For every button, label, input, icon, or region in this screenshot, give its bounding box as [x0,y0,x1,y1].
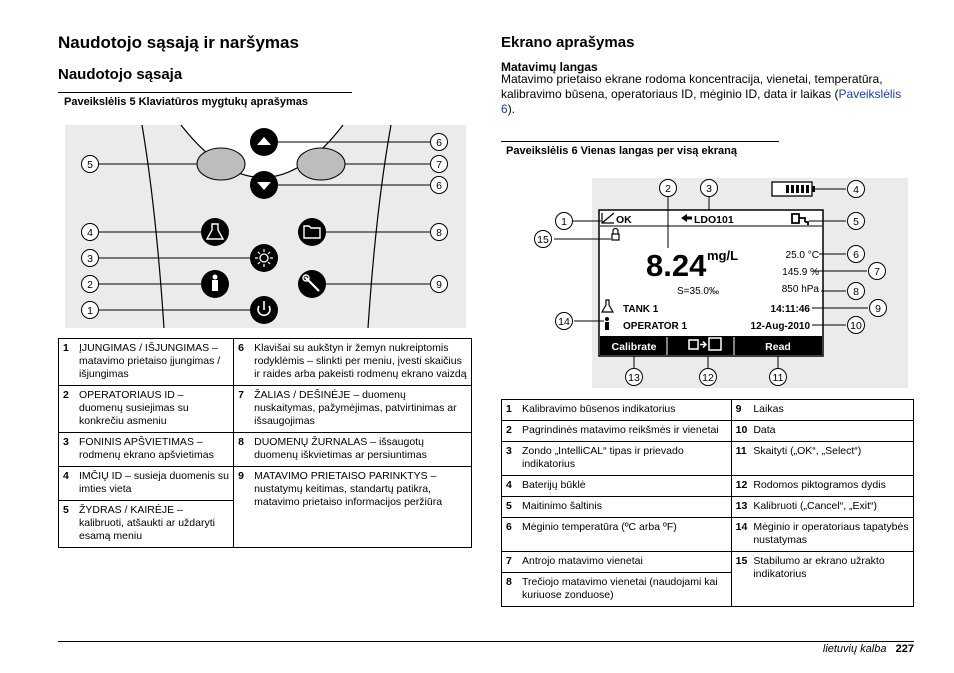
legend-text: OPERATORIAUS ID – duomenų susiejimas su konkrečiu asmeniu [75,386,234,433]
legend-text: MATAVIMO PRIETAISO PARINKTYS – nustatymų keitimas, standartų patikra, matavimo prietaiso informacijos peržiūra [250,467,471,548]
pressure-percent: 145.9 % [782,267,819,278]
callout-number: 2 [87,278,93,291]
person-small-icon [605,317,609,321]
callout-number: 6 [436,179,442,192]
callout-number: 15 [537,233,549,246]
screen-figure [501,170,913,392]
callout-number: 5 [87,158,93,171]
callout-number: 8 [436,226,442,239]
figure-5-caption: Paveikslėlis 5 Klaviatūros mygtukų aprašymas [64,96,308,108]
legend-number: 3 [502,442,519,476]
legend-text: FONINIS APŠVIETIMAS – rodmenų ekrano apšvietimas [75,433,234,467]
table-row [59,339,472,386]
legend-text: Kalibruoti („Cancel“, „Exit“) [749,497,913,518]
legend-text: Data [749,421,913,442]
legend-number: 3 [59,433,76,467]
legend-text: Laikas [749,400,913,421]
table-row [59,467,472,501]
right-section-title: Ekrano aprašymas [501,34,635,51]
table-row [59,433,472,467]
date: 12-Aug-2010 [750,321,810,332]
legend-text: Trečiojo matavimo vienetai (naudojami kai kuriuose zonduose) [518,573,731,607]
callout-number: 13 [628,371,640,384]
legend-number: 11 [731,442,749,476]
callout-number: 11 [772,371,784,384]
figure-6-link[interactable]: Paveikslėlis 6 [501,87,902,116]
callout-number: 5 [853,215,859,228]
person-icon [213,275,218,280]
legend-text: ŽYDRAS / KAIRĖJE – kalibruoti, atšaukti ar uždaryti esamą meniu [75,501,234,548]
callout-number: 8 [853,285,859,298]
legend-number: 8 [234,433,251,467]
legend-number: 6 [234,339,251,386]
legend-text: Zondo „IntelliCAL“ tipas ir prievado indikatorius [518,442,731,476]
time: 14:11:46 [770,304,810,315]
sample-id-key [201,218,229,246]
callout-number: 1 [561,215,567,228]
legend-number: 1 [59,339,76,386]
callout-number: 3 [706,182,712,195]
callout-number: 7 [874,265,880,278]
legend-number: 10 [731,421,749,442]
callout-number: 14 [558,315,570,328]
table-row [502,518,914,552]
legend-number: 7 [234,386,251,433]
pressure: 850 hPa [781,284,819,295]
callout-number: 1 [87,304,93,317]
table-row [502,552,914,573]
legend-number: 13 [731,497,749,518]
subheading: Matavimų langas [501,60,598,74]
main-value: 8.24 [646,248,707,283]
callout-number: 6 [436,136,442,149]
screen-legend-table [501,399,914,607]
table-row [502,497,914,518]
legend-number: 4 [59,467,76,501]
legend-text: Klavišai su aukštyn ir žemyn nukreiptomis rodyklėmis – slinkti per meniu, įvesti skaičius ir raides arba pakeisti rodmenų ekrano vaizdą [250,339,471,386]
legend-text: Pagrindinės matavimo reikšmės ir vienetai [518,421,731,442]
legend-number: 2 [502,421,519,442]
legend-text: Kalibravimo būsenos indikatorius [518,400,731,421]
legend-text: Skaityti („OK“, „Select“) [749,442,913,476]
legend-number: 1 [502,400,519,421]
callout-number: 7 [436,158,442,171]
footer-language: lietuvių kalba [822,643,887,655]
legend-number: 7 [502,552,519,573]
softkey-read: Read [765,341,791,353]
tank-id: TANK 1 [623,304,659,315]
legend-text: Baterijų būklė [518,476,731,497]
legend-number: 9 [731,400,749,421]
legend-number: 14 [731,518,749,552]
footer-rule [58,641,914,642]
legend-number: 15 [731,552,749,607]
legend-number: 8 [502,573,519,607]
description-paragraph: Matavimo prietaiso ekrane rodoma koncentracija, vienetai, temperatūra, kalibravimo būsena, operatoriaus ID, mėginio ID, data ir laikas (Paveikslėlis 6). [501,72,902,116]
callout-number: 9 [875,302,881,315]
table-row [59,386,472,433]
data-log-key [298,218,326,246]
legend-text: Mėginio temperatūra (ºC arba ºF) [518,518,731,552]
legend-number: 5 [59,501,76,548]
callout-number: 4 [853,183,859,196]
green-key [297,148,345,180]
legend-text: Maitinimo šaltinis [518,497,731,518]
legend-text: ŽALIAS / DEŠINĖJE – duomenų nuskaitymas, pažymėjimas, patvirtinimas ar išsaugojimas [250,386,471,433]
table-row [502,476,914,497]
legend-text: DUOMENŲ ŽURNALAS – išsaugotų duomenų iškvietimas ar persiuntimas [250,433,471,467]
backlight-key [250,244,278,272]
caption-rule [58,92,352,93]
blue-key [197,148,245,180]
probe-type: LDO101 [694,214,734,226]
legend-text: ĮJUNGIMAS / IŠJUNGIMAS – matavimo prietaiso įjungimas / išjungimas [75,339,234,386]
legend-number: 9 [234,467,251,548]
main-unit: mg/L [707,248,739,263]
status-ok: OK [616,214,632,226]
keypad-legend-table [58,338,472,548]
section-title: Naudotojo sąsaja [58,66,183,83]
table-row [502,400,914,421]
legend-text: Antrojo matavimo vienetai [518,552,731,573]
table-row [502,421,914,442]
legend-number: 2 [59,386,76,433]
caption-rule-right [501,141,779,142]
legend-text: Stabilumo ar ekrano užrakto indikatorius [749,552,913,607]
callout-number: 2 [665,182,671,195]
callout-number: 9 [436,278,442,291]
table-row [502,442,914,476]
saturation: S=35.0‰ [677,286,719,297]
legend-text: IMČIŲ ID – susieja duomenis su imties vieta [75,467,234,501]
callout-number: 4 [87,226,93,239]
operator-id: OPERATOR 1 [623,321,688,332]
page-title: Naudotojo sąsają ir naršymas [58,33,299,52]
callout-number: 10 [850,319,862,332]
callout-number: 3 [87,252,93,265]
legend-text: Mėginio ir operatoriaus tapatybės nustatymas [749,518,913,552]
callout-number: 12 [702,371,714,384]
figure-6-caption: Paveikslėlis 6 Vienas langas per visą ekraną [506,145,737,157]
keypad-figure [58,118,472,332]
legend-number: 12 [731,476,749,497]
lcd-screen [599,210,823,356]
temperature: 25.0 °C [785,250,819,261]
softkey-calibrate: Calibrate [611,341,657,353]
legend-number: 5 [502,497,519,518]
page-footer [823,643,914,655]
callout-number: 6 [853,248,859,261]
legend-number: 6 [502,518,519,552]
legend-number: 4 [502,476,519,497]
page-number: 227 [895,643,914,655]
legend-text: Rodomos piktogramos dydis [749,476,913,497]
